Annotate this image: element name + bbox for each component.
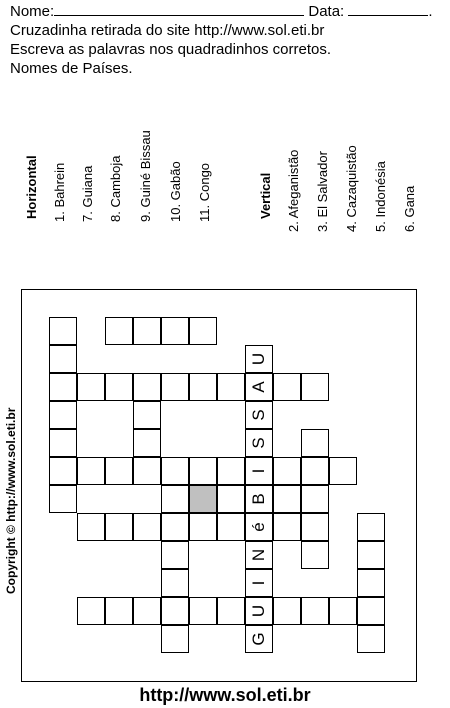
crossword-cell[interactable]	[49, 457, 77, 485]
clue-horizontal-9: 9. Guiné Bissau	[138, 130, 153, 222]
crossword-cell[interactable]	[161, 625, 189, 653]
crossword-cell[interactable]	[301, 541, 329, 569]
crossword-cell[interactable]	[329, 457, 357, 485]
crossword-cell[interactable]	[273, 485, 301, 513]
clue-vertical-4: 4. Cazaquistão	[344, 145, 359, 232]
clue-horizontal-11: 11. Congo	[197, 162, 212, 222]
crossword-letter: é	[249, 522, 268, 532]
crossword-cell[interactable]	[189, 373, 217, 401]
copyright-text: Copyright © http://www.sol.eti.br	[4, 407, 18, 594]
crossword-cell[interactable]	[49, 401, 77, 429]
crossword-cell[interactable]	[189, 513, 217, 541]
crossword-cell[interactable]	[357, 513, 385, 541]
crossword-cell[interactable]	[217, 457, 245, 485]
name-label: Nome:	[10, 3, 55, 20]
name-blank-line[interactable]	[54, 2, 304, 16]
crossword-cell[interactable]	[357, 569, 385, 597]
crossword-grid	[21, 289, 417, 682]
clue-horizontal-1: 1. Bahrein	[52, 162, 67, 222]
crossword-cell[interactable]	[217, 597, 245, 625]
crossword-cell[interactable]	[329, 597, 357, 625]
crossword-cell[interactable]	[217, 373, 245, 401]
crossword-cell[interactable]	[49, 373, 77, 401]
clue-vertical-3: 3. El Salvador	[315, 151, 330, 232]
horizontal-title: Horizontal	[24, 155, 39, 219]
crossword-cell[interactable]	[357, 625, 385, 653]
crossword-letter: B	[249, 493, 268, 505]
crossword-letter: U	[249, 352, 268, 366]
crossword-cell[interactable]	[49, 345, 77, 373]
crossword-cell[interactable]	[161, 457, 189, 485]
crossword-cell[interactable]	[77, 373, 105, 401]
crossword-cell[interactable]	[273, 457, 301, 485]
clue-horizontal-7: 7. Guiana	[80, 165, 95, 222]
crossword-cell[interactable]	[105, 373, 133, 401]
crossword-cell[interactable]	[133, 401, 161, 429]
crossword-cell[interactable]	[161, 317, 189, 345]
date-label: Data:	[308, 3, 345, 20]
instructions-line: Escreva as palavras nos quadradinhos corretos.	[10, 41, 332, 58]
crossword-cell[interactable]	[161, 597, 189, 625]
crossword-cell[interactable]	[161, 373, 189, 401]
footer-url: http://www.sol.eti.br	[139, 685, 311, 705]
clue-vertical-6: 6. Gana	[402, 185, 417, 232]
crossword-cell[interactable]	[161, 485, 189, 513]
crossword-cell[interactable]	[273, 373, 301, 401]
crossword-cell[interactable]	[133, 429, 161, 457]
clue-horizontal-8: 8. Camboja	[108, 155, 123, 222]
crossword-cell[interactable]	[77, 457, 105, 485]
crossword-cell[interactable]	[189, 597, 217, 625]
crossword-cell[interactable]	[189, 317, 217, 345]
crossword-cell[interactable]	[105, 317, 133, 345]
vertical-title: Vertical	[258, 172, 273, 219]
crossword-cell[interactable]	[105, 513, 133, 541]
date-period: .	[428, 3, 433, 20]
crossword-cell[interactable]	[217, 485, 245, 513]
crossword-letter: S	[249, 437, 268, 449]
worksheet-header	[10, 2, 446, 78]
source-line: Cruzadinha retirada do site http://www.sol.eti.br	[10, 22, 325, 39]
clue-vertical-2: 2. Afeganistão	[286, 149, 301, 232]
clue-vertical-5: 5. Indonésia	[373, 161, 388, 232]
crossword-cell[interactable]	[133, 373, 161, 401]
crossword-cell[interactable]	[189, 457, 217, 485]
crossword-letter: A	[249, 381, 268, 393]
crossword-cell[interactable]	[133, 513, 161, 541]
name-date-row	[10, 2, 446, 21]
topic-line: Nomes de Países.	[10, 60, 133, 77]
crossword-letter: G	[249, 632, 268, 646]
crossword-cell[interactable]	[77, 513, 105, 541]
crossword-letter: I	[249, 580, 268, 586]
crossword-cell[interactable]	[357, 541, 385, 569]
clue-horizontal-10: 10. Gabão	[168, 161, 183, 222]
crossword-cell[interactable]	[189, 485, 217, 513]
crossword-cell[interactable]	[77, 597, 105, 625]
crossword-cell[interactable]	[133, 457, 161, 485]
crossword-cell[interactable]	[105, 457, 133, 485]
crossword-cell[interactable]	[301, 373, 329, 401]
crossword-cell[interactable]	[161, 541, 189, 569]
crossword-letter: S	[249, 409, 268, 421]
crossword-cell[interactable]	[273, 597, 301, 625]
crossword-letter: I	[249, 468, 268, 474]
crossword-cell[interactable]	[301, 485, 329, 513]
crossword-cell[interactable]	[273, 513, 301, 541]
crossword-cell[interactable]	[49, 485, 77, 513]
crossword-cell[interactable]	[301, 457, 329, 485]
crossword-cell[interactable]	[217, 513, 245, 541]
crossword-cell[interactable]	[105, 597, 133, 625]
crossword-cell[interactable]	[133, 597, 161, 625]
crossword-letter: N	[249, 548, 268, 562]
crossword-cell[interactable]	[301, 513, 329, 541]
crossword-cell[interactable]	[301, 429, 329, 457]
crossword-cell[interactable]	[161, 569, 189, 597]
crossword-letter: U	[249, 604, 268, 618]
crossword-cell[interactable]	[161, 513, 189, 541]
crossword-cell[interactable]	[49, 317, 77, 345]
crossword-cell[interactable]	[357, 597, 385, 625]
date-blank-line[interactable]	[348, 2, 428, 16]
crossword-cell[interactable]	[133, 317, 161, 345]
crossword-cell[interactable]	[49, 429, 77, 457]
crossword-cell[interactable]	[301, 597, 329, 625]
